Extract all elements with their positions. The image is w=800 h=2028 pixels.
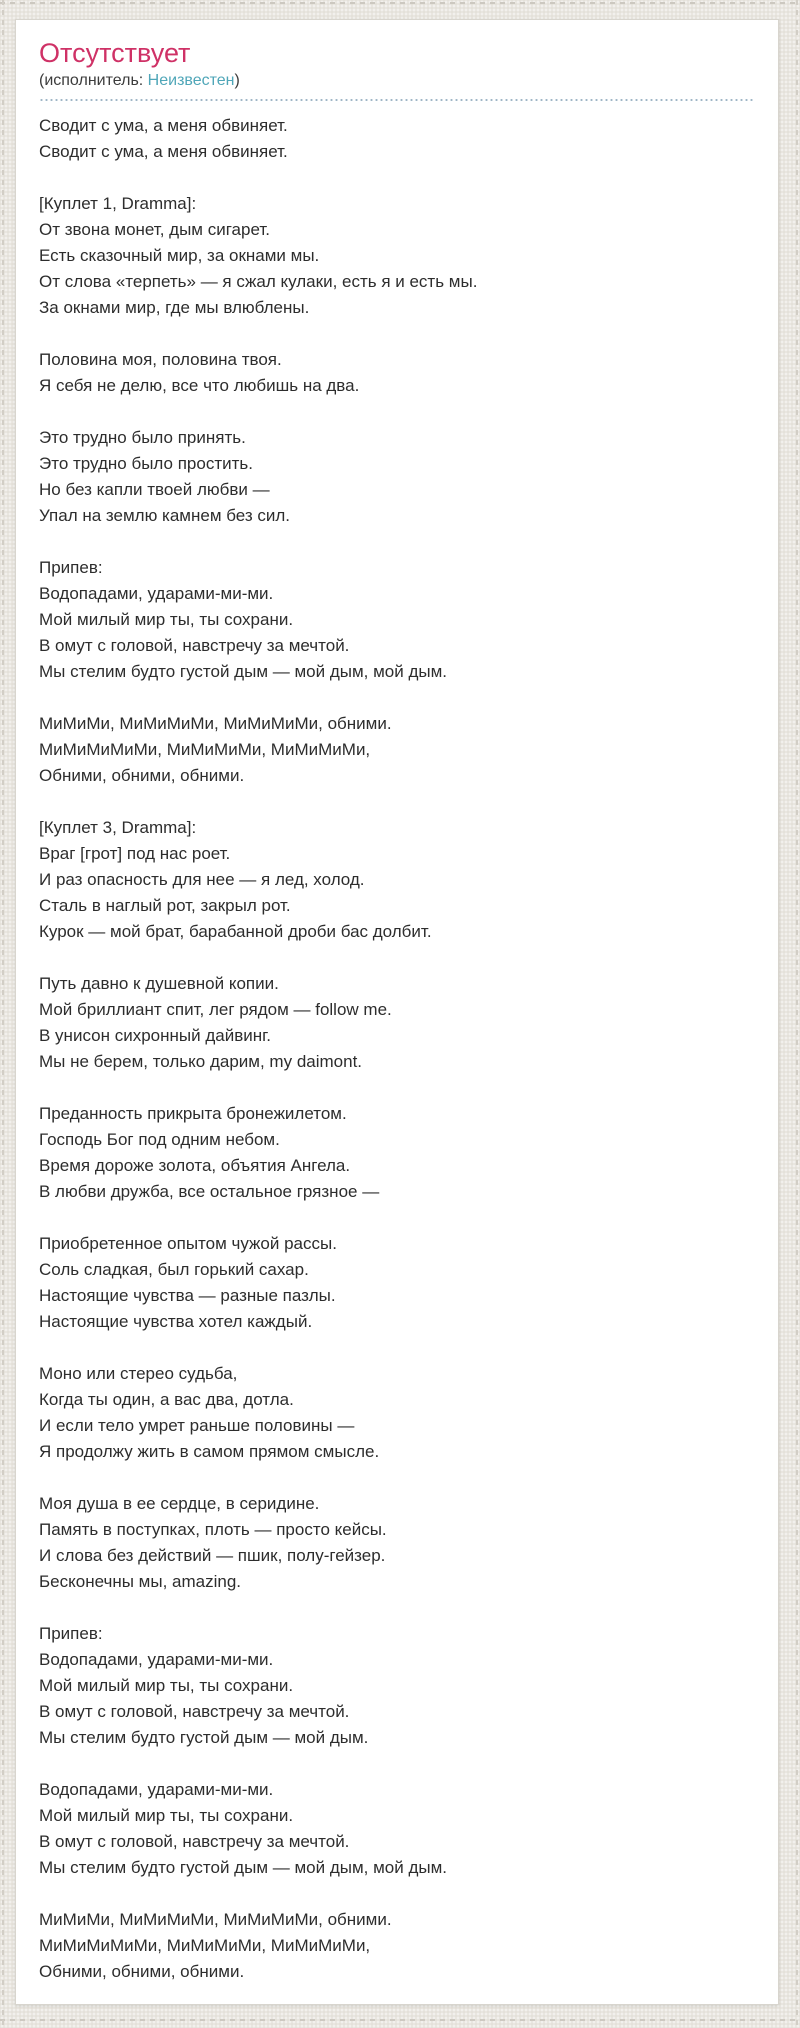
lyrics-stanza: Сводит с ума, а меня обвиняет. Сводит с ума, а меня обвиняет. xyxy=(39,116,288,161)
lyrics-stanza: Это трудно было принять. Это трудно было простить. Но без капли твоей любви — Упал на землю камнем без сил. xyxy=(39,428,291,525)
lyrics-stanza: Путь давно к душевной копии. Мой бриллиант спит, лег рядом — follow me. В унисон сихронный дайвинг. Мы не берем, только дарим, my daimont. xyxy=(39,974,392,1071)
lyrics-stanza: Водопадами, ударами-ми-ми. Мой милый мир ты, ты сохрани. В омут с головой, навстречу за мечтой. Мы стелим будто густой дым — мой дым, мой дым. xyxy=(39,1780,447,1877)
lyrics-card xyxy=(15,19,779,2005)
lyrics-stanza: Половина моя, половина твоя. Я себя не делю, все что любишь на два. xyxy=(39,350,360,395)
lyrics-stanza: МиМиМи, МиМиМиМи, МиМиМиМи, обними. МиМиМиМиМи, МиМиМиМи, МиМиМиМи, Обними, обними, обними. xyxy=(39,714,392,785)
lyrics-stanza: [Куплет 3, Dramma]: Враг [грот] под нас роет. И раз опасность для нее — я лед, холод. Сталь в наглый рот, закрыл рот. Курок — мой брат, барабанной дроби бас долбит. xyxy=(39,818,432,941)
stitch-border-bottom xyxy=(0,2019,800,2021)
artist-link[interactable]: Неизвестен xyxy=(147,72,235,89)
page-title[interactable]: Отсутствует xyxy=(39,38,191,68)
lyrics-stanza: Приобретенное опытом чужой рассы. Соль сладкая, был горький сахар. Настоящие чувства — разные пазлы. Настоящие чувства хотел каждый. xyxy=(39,1234,337,1331)
lyrics-stanza: МиМиМи, МиМиМиМи, МиМиМиМи, обними. МиМиМиМиМи, МиМиМиМи, МиМиМиМи, Обними, обними, обними. xyxy=(39,1910,392,1981)
lyrics-stanza: Моно или стерео судьба, Когда ты один, а вас два, дотла. И если тело умрет раньше половины — Я продолжу жить в самом прямом смысле. xyxy=(39,1364,380,1461)
dotted-divider xyxy=(39,99,755,101)
stitch-border-right xyxy=(796,0,798,2028)
stitch-border-top xyxy=(0,2,800,4)
lyrics-stanza: Моя душа в ее сердце, в серидине. Память в поступках, плоть — просто кейсы. И слова без действий — пшик, полу-гейзер. Бесконечны мы, amazing. xyxy=(39,1494,387,1591)
lyrics-stanza: [Куплет 1, Dramma]: От звона монет, дым сигарет. Есть сказочный мир, за окнами мы. От слова «терпеть» — я сжал кулаки, есть я и есть мы. За окнами мир, где мы влюблены. xyxy=(39,194,478,317)
lyrics-stanza: Преданность прикрыта бронежилетом. Господь Бог под одним небом. Время дороже золота, объятия Ангела. В любви дружба, все остальное грязное — xyxy=(39,1104,380,1201)
lyrics-stanza: Припев: Водопадами, ударами-ми-ми. Мой милый мир ты, ты сохрани. В омут с головой, навстречу за мечтой. Мы стелим будто густой дым — мой дым, мой дым. xyxy=(39,558,447,681)
artist-label-close: ) xyxy=(234,72,240,89)
lyrics-text xyxy=(39,113,755,1985)
artist-label: (исполнитель: xyxy=(39,72,148,89)
artist-line xyxy=(39,71,755,99)
lyrics-stanza: Припев: Водопадами, ударами-ми-ми. Мой милый мир ты, ты сохрани. В омут с головой, навстречу за мечтой. Мы стелим будто густой дым — мой дым. xyxy=(39,1624,369,1747)
stitch-border-left xyxy=(2,0,4,2028)
